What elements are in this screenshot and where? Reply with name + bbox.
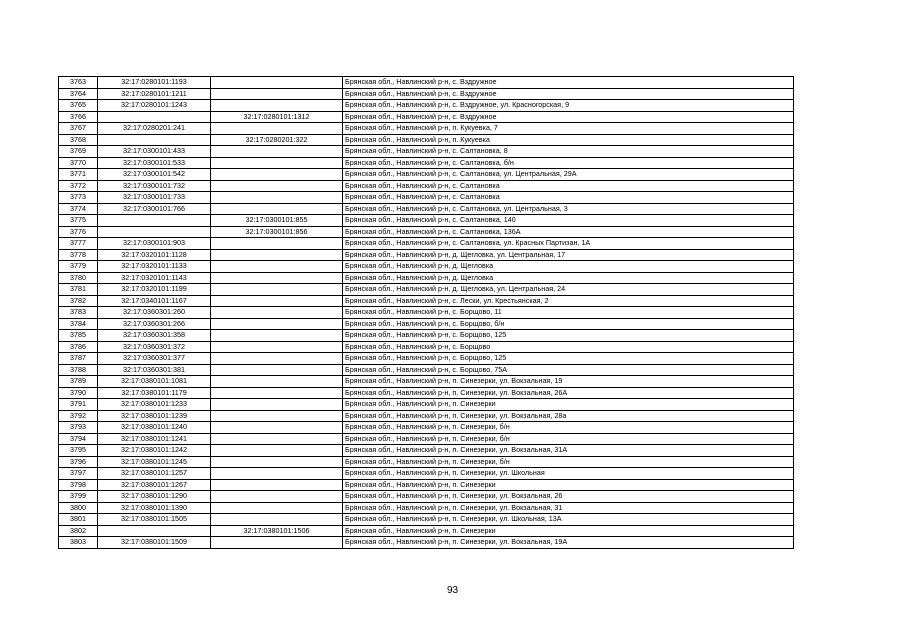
cadastral-number-cell: 32:17:0280101:1211: [98, 88, 211, 100]
cadastral-number-alt-cell: [211, 433, 343, 445]
cadastral-number-alt-cell: [211, 422, 343, 434]
address-cell: Брянская обл., Навлинский р-н, п. Синезерки, ул. Школьная: [343, 468, 794, 480]
address-cell: Брянская обл., Навлинский р-н, с. Лески, ул. Крестьянская, 2: [343, 295, 794, 307]
address-cell: Брянская обл., Навлинский р-н, с. Борщово, 75А: [343, 364, 794, 376]
table-row: [59, 330, 794, 342]
address-cell: Брянская обл., Навлинский р-н, п. Синезерки: [343, 479, 794, 491]
cadastral-number-alt-cell: [211, 249, 343, 261]
row-number-cell: 3765: [59, 100, 98, 112]
address-cell: Брянская обл., Навлинский р-н, п. Синезерки, ул. Вокзальная, 26: [343, 491, 794, 503]
table-row: [59, 203, 794, 215]
cadastral-number-cell: 32:17:0380101:1179: [98, 387, 211, 399]
cadastral-number-alt-cell: [211, 192, 343, 204]
cadastral-number-alt-cell: [211, 157, 343, 169]
row-number-cell: 3791: [59, 399, 98, 411]
table-row: [59, 123, 794, 135]
cadastral-number-alt-cell: 32:17:0280101:1312: [211, 111, 343, 123]
row-number-cell: 3778: [59, 249, 98, 261]
address-cell: Брянская обл., Навлинский р-н, с. Салтановка: [343, 192, 794, 204]
cadastral-number-cell: 32:17:0320101:1143: [98, 272, 211, 284]
cadastral-number-cell: 32:17:0380101:1509: [98, 537, 211, 549]
table-row: [59, 180, 794, 192]
address-cell: Брянская обл., Навлинский р-н, с. Салтановка, ул. Красных Партизан, 1А: [343, 238, 794, 250]
page-number: 93: [446, 585, 459, 596]
row-number-cell: 3769: [59, 146, 98, 158]
cadastral-number-cell: 32:17:0280101:1243: [98, 100, 211, 112]
table-row: [59, 77, 794, 89]
table-row: [59, 169, 794, 181]
cadastral-number-cell: 32:17:0380101:1241: [98, 433, 211, 445]
table-row: [59, 433, 794, 445]
table-row: [59, 364, 794, 376]
table-row: [59, 502, 794, 514]
cadastral-number-cell: 32:17:0380101:1257: [98, 468, 211, 480]
cadastral-number-alt-cell: [211, 491, 343, 503]
address-cell: Брянская обл., Навлинский р-н, с. Вздружное: [343, 111, 794, 123]
cadastral-number-alt-cell: [211, 514, 343, 526]
cadastral-number-alt-cell: [211, 387, 343, 399]
cadastral-number-alt-cell: [211, 307, 343, 319]
table-row: [59, 353, 794, 365]
address-cell: Брянская обл., Навлинский р-н, с. Салтановка, б/н: [343, 157, 794, 169]
address-cell: Брянская обл., Навлинский р-н, д. Щегловка, ул. Центральная, 17: [343, 249, 794, 261]
cadastral-number-alt-cell: [211, 77, 343, 89]
row-number-cell: 3773: [59, 192, 98, 204]
cadastral-number-cell: 32:17:0300101:533: [98, 157, 211, 169]
address-cell: Брянская обл., Навлинский р-н, с. Салтановка, 136А: [343, 226, 794, 238]
cadastral-number-alt-cell: 32:17:0280201:322: [211, 134, 343, 146]
row-number-cell: 3802: [59, 525, 98, 537]
address-cell: Брянская обл., Навлинский р-н, п. Синезерки: [343, 399, 794, 411]
row-number-cell: 3768: [59, 134, 98, 146]
cadastral-number-alt-cell: [211, 410, 343, 422]
cadastral-number-cell: [98, 111, 211, 123]
row-number-cell: 3792: [59, 410, 98, 422]
address-cell: Брянская обл., Навлинский р-н, п. Синезерки, ул. Вокзальная, 19А: [343, 537, 794, 549]
cadastral-number-alt-cell: 32:17:0380101:1506: [211, 525, 343, 537]
address-cell: Брянская обл., Навлинский р-н, п. Кукуевка, 7: [343, 123, 794, 135]
address-cell: Брянская обл., Навлинский р-н, п. Синезерки, ул. Школьная, 13А: [343, 514, 794, 526]
table-row: [59, 134, 794, 146]
row-number-cell: 3774: [59, 203, 98, 215]
row-number-cell: 3775: [59, 215, 98, 227]
table-body: [59, 77, 794, 549]
cadastral-number-alt-cell: [211, 123, 343, 135]
cadastral-number-alt-cell: [211, 468, 343, 480]
row-number-cell: 3776: [59, 226, 98, 238]
row-number-cell: 3797: [59, 468, 98, 480]
address-cell: Брянская обл., Навлинский р-н, п. Синезерки, б/н: [343, 456, 794, 468]
cadastral-number-alt-cell: [211, 169, 343, 181]
address-cell: Брянская обл., Навлинский р-н, д. Щегловка: [343, 272, 794, 284]
cadastral-number-alt-cell: [211, 353, 343, 365]
table-row: [59, 318, 794, 330]
row-number-cell: 3764: [59, 88, 98, 100]
cadastral-number-alt-cell: [211, 399, 343, 411]
cadastral-number-cell: 32:17:0320101:1133: [98, 261, 211, 273]
row-number-cell: 3770: [59, 157, 98, 169]
table-row: [59, 88, 794, 100]
address-cell: Брянская обл., Навлинский р-н, с. Салтановка, ул. Центральная, 29А: [343, 169, 794, 181]
address-cell: Брянская обл., Навлинский р-н, п. Синезерки, ул. Вокзальная, 19: [343, 376, 794, 388]
cadastral-number-cell: 32:17:0280101:1193: [98, 77, 211, 89]
cadastral-number-alt-cell: [211, 272, 343, 284]
cadastral-number-cell: 32:17:0380101:1267: [98, 479, 211, 491]
cadastral-number-cell: 32:17:0320101:1199: [98, 284, 211, 296]
table-row: [59, 146, 794, 158]
property-table: [58, 76, 794, 549]
row-number-cell: 3794: [59, 433, 98, 445]
address-cell: Брянская обл., Навлинский р-н, с. Борщово: [343, 341, 794, 353]
table-row: [59, 537, 794, 549]
row-number-cell: 3786: [59, 341, 98, 353]
table-row: [59, 215, 794, 227]
cadastral-number-cell: 32:17:0380101:1390: [98, 502, 211, 514]
table-row: [59, 249, 794, 261]
cadastral-number-alt-cell: [211, 330, 343, 342]
row-number-cell: 3795: [59, 445, 98, 457]
table-row: [59, 479, 794, 491]
table-row: [59, 307, 794, 319]
cadastral-number-cell: 32:17:0380101:1233: [98, 399, 211, 411]
cadastral-number-alt-cell: [211, 456, 343, 468]
cadastral-number-cell: 32:17:0360301:381: [98, 364, 211, 376]
cadastral-number-alt-cell: 32:17:0300101:855: [211, 215, 343, 227]
address-cell: Брянская обл., Навлинский р-н, п. Синезерки, ул. Вокзальная, 31А: [343, 445, 794, 457]
cadastral-number-cell: 32:17:0360301:358: [98, 330, 211, 342]
row-number-cell: 3784: [59, 318, 98, 330]
cadastral-number-alt-cell: [211, 284, 343, 296]
cadastral-number-alt-cell: [211, 238, 343, 250]
row-number-cell: 3780: [59, 272, 98, 284]
cadastral-number-cell: 32:17:0320101:1128: [98, 249, 211, 261]
row-number-cell: 3771: [59, 169, 98, 181]
table-row: [59, 491, 794, 503]
address-cell: Брянская обл., Навлинский р-н, д. Щегловка, ул. Центральная, 24: [343, 284, 794, 296]
row-number-cell: 3772: [59, 180, 98, 192]
cadastral-number-alt-cell: [211, 180, 343, 192]
row-number-cell: 3767: [59, 123, 98, 135]
row-number-cell: 3777: [59, 238, 98, 250]
row-number-cell: 3766: [59, 111, 98, 123]
address-cell: Брянская обл., Навлинский р-н, с. Борщово, 11: [343, 307, 794, 319]
address-cell: Брянская обл., Навлинский р-н, п. Синезерки, ул. Вокзальная, 28а: [343, 410, 794, 422]
cadastral-number-cell: 32:17:0380101:1290: [98, 491, 211, 503]
cadastral-number-cell: 32:17:0300101:732: [98, 180, 211, 192]
address-cell: Брянская обл., Навлинский р-н, п. Кукуевка: [343, 134, 794, 146]
cadastral-number-alt-cell: [211, 203, 343, 215]
table-row: [59, 514, 794, 526]
table-row: [59, 111, 794, 123]
row-number-cell: 3790: [59, 387, 98, 399]
table-row: [59, 525, 794, 537]
row-number-cell: 3785: [59, 330, 98, 342]
cadastral-number-cell: 32:17:0380101:1081: [98, 376, 211, 388]
address-cell: Брянская обл., Навлинский р-н, п. Синезерки, б/н: [343, 422, 794, 434]
cadastral-number-cell: 32:17:0360301:260: [98, 307, 211, 319]
table-row: [59, 226, 794, 238]
row-number-cell: 3801: [59, 514, 98, 526]
cadastral-number-cell: 32:17:0340101:1167: [98, 295, 211, 307]
cadastral-number-cell: [98, 525, 211, 537]
table-row: [59, 100, 794, 112]
cadastral-number-alt-cell: [211, 295, 343, 307]
row-number-cell: 3787: [59, 353, 98, 365]
table-row: [59, 284, 794, 296]
cadastral-number-cell: 32:17:0300101:542: [98, 169, 211, 181]
cadastral-number-alt-cell: [211, 318, 343, 330]
cadastral-number-cell: 32:17:0300101:433: [98, 146, 211, 158]
cadastral-number-alt-cell: [211, 479, 343, 491]
cadastral-number-cell: 32:17:0380101:1242: [98, 445, 211, 457]
cadastral-number-cell: 32:17:0380101:1239: [98, 410, 211, 422]
row-number-cell: 3799: [59, 491, 98, 503]
row-number-cell: 3796: [59, 456, 98, 468]
cadastral-number-cell: 32:17:0300101:766: [98, 203, 211, 215]
cadastral-number-alt-cell: [211, 502, 343, 514]
table-row: [59, 456, 794, 468]
cadastral-number-cell: 32:17:0380101:1240: [98, 422, 211, 434]
table-row: [59, 238, 794, 250]
cadastral-number-alt-cell: [211, 146, 343, 158]
table-row: [59, 422, 794, 434]
table-row: [59, 410, 794, 422]
cadastral-number-cell: 32:17:0360301:266: [98, 318, 211, 330]
cadastral-number-alt-cell: [211, 537, 343, 549]
table-row: [59, 295, 794, 307]
address-cell: Брянская обл., Навлинский р-н, п. Синезерки, ул. Вокзальная, 26А: [343, 387, 794, 399]
cadastral-number-cell: 32:17:0360301:377: [98, 353, 211, 365]
address-cell: Брянская обл., Навлинский р-н, д. Щегловка: [343, 261, 794, 273]
cadastral-number-cell: [98, 134, 211, 146]
cadastral-number-alt-cell: [211, 376, 343, 388]
address-cell: Брянская обл., Навлинский р-н, п. Синезерки, б/н: [343, 433, 794, 445]
cadastral-number-cell: [98, 215, 211, 227]
cadastral-number-alt-cell: [211, 261, 343, 273]
address-cell: Брянская обл., Навлинский р-н, с. Салтановка, ул. Центральная, 3: [343, 203, 794, 215]
address-cell: Брянская обл., Навлинский р-н, с. Вздружное, ул. Красногорская, 9: [343, 100, 794, 112]
address-cell: Брянская обл., Навлинский р-н, с. Салтановка, 8: [343, 146, 794, 158]
row-number-cell: 3783: [59, 307, 98, 319]
cadastral-number-alt-cell: [211, 88, 343, 100]
table-row: [59, 192, 794, 204]
address-cell: Брянская обл., Навлинский р-н, с. Борщово, 125: [343, 353, 794, 365]
row-number-cell: 3798: [59, 479, 98, 491]
cadastral-number-cell: [98, 226, 211, 238]
row-number-cell: 3781: [59, 284, 98, 296]
cadastral-number-cell: 32:17:0380101:1505: [98, 514, 211, 526]
cadastral-number-alt-cell: [211, 341, 343, 353]
table-row: [59, 468, 794, 480]
table-row: [59, 157, 794, 169]
cadastral-number-cell: 32:17:0300101:903: [98, 238, 211, 250]
table-row: [59, 445, 794, 457]
cadastral-number-cell: 32:17:0380101:1245: [98, 456, 211, 468]
cadastral-number-alt-cell: 32:17:0300101:856: [211, 226, 343, 238]
cadastral-number-alt-cell: [211, 100, 343, 112]
row-number-cell: 3803: [59, 537, 98, 549]
address-cell: Брянская обл., Навлинский р-н, с. Салтановка, 140: [343, 215, 794, 227]
address-cell: Брянская обл., Навлинский р-н, с. Салтановка: [343, 180, 794, 192]
cadastral-number-cell: 32:17:0360301:372: [98, 341, 211, 353]
cadastral-number-cell: 32:17:0300101:733: [98, 192, 211, 204]
row-number-cell: 3782: [59, 295, 98, 307]
table-row: [59, 399, 794, 411]
address-cell: Брянская обл., Навлинский р-н, с. Борщово, 125: [343, 330, 794, 342]
cadastral-number-alt-cell: [211, 445, 343, 457]
cadastral-number-alt-cell: [211, 364, 343, 376]
table-row: [59, 341, 794, 353]
row-number-cell: 3763: [59, 77, 98, 89]
row-number-cell: 3793: [59, 422, 98, 434]
address-cell: Брянская обл., Навлинский р-н, с. Вздружное: [343, 88, 794, 100]
address-cell: Брянская обл., Навлинский р-н, п. Синезерки, ул. Вокзальная, 31: [343, 502, 794, 514]
row-number-cell: 3800: [59, 502, 98, 514]
row-number-cell: 3789: [59, 376, 98, 388]
row-number-cell: 3779: [59, 261, 98, 273]
table-row: [59, 261, 794, 273]
cadastral-number-cell: 32:17:0280201:241: [98, 123, 211, 135]
address-cell: Брянская обл., Навлинский р-н, п. Синезерки: [343, 525, 794, 537]
row-number-cell: 3788: [59, 364, 98, 376]
table-row: [59, 387, 794, 399]
address-cell: Брянская обл., Навлинский р-н, с. Вздружное: [343, 77, 794, 89]
table-row: [59, 376, 794, 388]
address-cell: Брянская обл., Навлинский р-н, с. Борщово, б/н: [343, 318, 794, 330]
table-row: [59, 272, 794, 284]
